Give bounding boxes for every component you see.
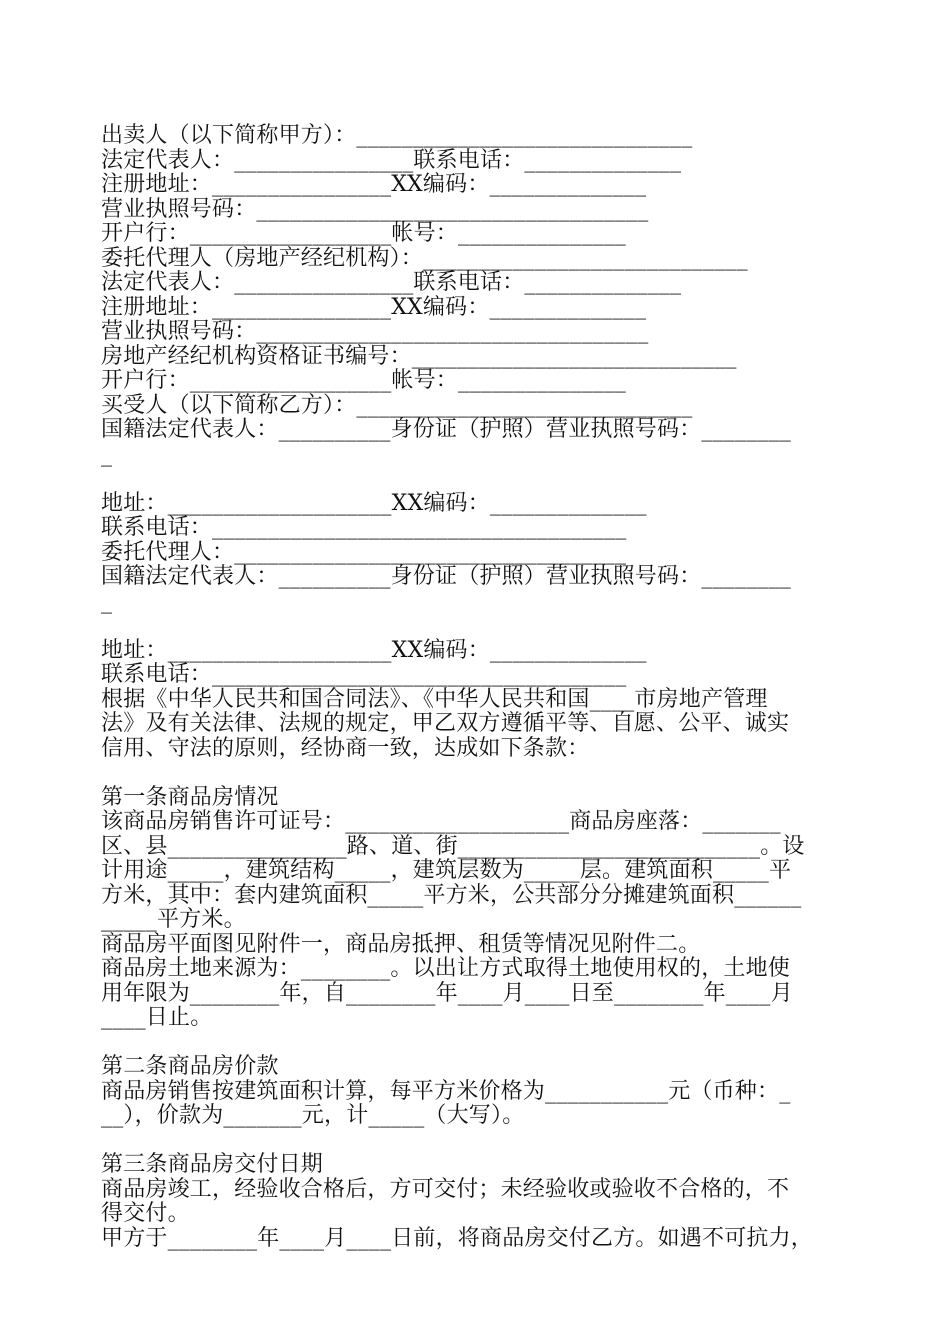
article-1-text: 该商品房销售许可证号：____________________商品房座落：_______ xyxy=(101,809,781,834)
buyer-agent-nationality-wrap: _ xyxy=(101,588,113,614)
article-3-heading: 第三条商品房交付日期 xyxy=(101,1152,324,1177)
buyer-agent-nationality-line: 国籍法定代表人：__________身份证（护照）营业执照号码：________ xyxy=(101,564,792,589)
article-2-text: __），价款为_______元，计_____（大写）。 xyxy=(101,1103,525,1128)
buyer-nationality-line: 国籍法定代表人：__________身份证（护照）营业执照号码：________ xyxy=(101,417,792,442)
article-1-text: 用年限为________年，自________年____月____日至________年____月 xyxy=(101,980,793,1006)
buyer-line: 买受人（以下简称乙方）：______________________________ xyxy=(101,392,693,418)
agent-line: 委托代理人（房地产经纪机构）：_____________________________ xyxy=(101,245,748,271)
preamble-line: 法》及有关法律、法规的规定，甲乙双方遵循平等、自愿、公平、诚实 xyxy=(101,711,790,736)
seller-legal-rep-line: 法定代表人：________________联系电话：______________ xyxy=(101,147,682,173)
article-1-text: 计用途_____，建筑结构_____，建筑层数为_____层。建筑面积_____平 xyxy=(101,858,792,883)
preamble-line: 根据《中华人民共和国合同法》、《中华人民共和国____市房地产管理 xyxy=(101,686,768,712)
preamble-line: 信用、守法的原则，经协商一致，达成如下条款： xyxy=(101,735,590,761)
buyer-agent-address-line: 地址：____________________XX编码：______________ xyxy=(101,637,647,663)
seller-address-line: 注册地址：________________XX编码：______________ xyxy=(101,172,647,197)
agent-legal-rep-line: 法定代表人：________________联系电话：______________ xyxy=(101,270,682,295)
seller-license-line: 营业执照号码：___________________________________ xyxy=(101,196,649,222)
article-1-text: 方米，其中：套内建筑面积_____平方米，公共部分分摊建筑面积______ xyxy=(101,882,802,908)
buyer-agent-phone-line: 联系电话：_____________________________________ xyxy=(101,662,627,687)
buyer-address-line: 地址：____________________XX编码：______________ xyxy=(101,490,647,516)
article-2-heading: 第二条商品房价款 xyxy=(101,1054,279,1079)
article-1-text: 区、县________________路、道、街___________________________。设 xyxy=(101,833,805,859)
blank-line xyxy=(101,761,853,786)
article-3-text: 得交付。 xyxy=(101,1201,190,1226)
seller-bank-line: 开户行：__________________帐号：_______________ xyxy=(101,221,627,246)
article-1-text: 商品房土地来源为：________。以出让方式取得土地使用权的，土地使 xyxy=(101,956,791,981)
buyer-phone-line: 联系电话：_____________________________________ xyxy=(101,515,627,540)
blank-line xyxy=(101,1031,853,1056)
article-2-text: 商品房销售按建筑面积计算，每平方米价格为___________元（币种：_ xyxy=(101,1078,791,1104)
article-1-text: 商品房平面图见附件一，商品房抵押、租赁等情况见附件二。 xyxy=(101,931,701,957)
article-1-heading: 第一条商品房情况 xyxy=(101,784,279,810)
article-1-text: _____平方米。 xyxy=(101,907,246,932)
article-3-text: 甲方于________年____月____日前，将商品房交付乙方。如遇不可抗力， xyxy=(101,1225,814,1251)
blank-line xyxy=(101,614,853,639)
buyer-agent-line: 委托代理人：___________________________________ xyxy=(101,539,627,565)
article-3-text: 商品房竣工，经验收合格后，方可交付；未经验收或验收不合格的，不 xyxy=(101,1176,790,1202)
agent-license-line: 营业执照号码：___________________________________ xyxy=(101,319,649,344)
blank-line xyxy=(101,467,853,492)
article-1-text: ____日止。 xyxy=(101,1005,213,1030)
seller-line: 出卖人（以下简称甲方）：______________________________ xyxy=(101,123,693,148)
agent-address-line: 注册地址：________________XX编码：______________ xyxy=(101,294,647,320)
buyer-nationality-wrap: _ xyxy=(101,441,113,467)
blank-line xyxy=(101,1129,853,1154)
agent-certificate-line: 房地产经纪机构资格证书编号：_____________________________ xyxy=(101,343,737,369)
agent-bank-line: 开户行：__________________帐号：_______________ xyxy=(101,368,627,393)
contract-document xyxy=(101,124,853,1251)
